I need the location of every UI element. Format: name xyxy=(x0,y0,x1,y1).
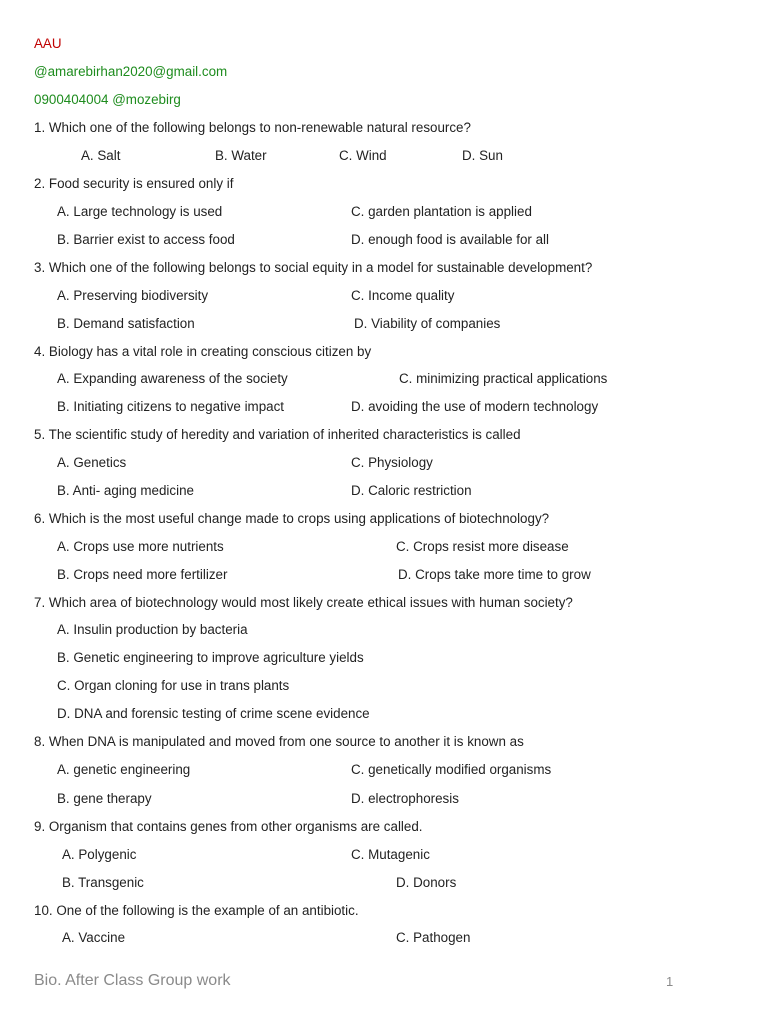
q1-option-b: B. Water xyxy=(215,148,267,163)
header-org: AAU xyxy=(34,36,62,51)
q4-option-c: C. minimizing practical applications xyxy=(399,371,608,386)
question-10: 10. One of the following is the example of an antibiotic. xyxy=(34,903,359,918)
q6-option-d: D. Crops take more time to grow xyxy=(398,567,591,582)
question-8: 8. When DNA is manipulated and moved from one source to another it is known as xyxy=(34,734,524,749)
q4-option-b: B. Initiating citizens to negative impact xyxy=(57,399,285,414)
q3-option-a: A. Preserving biodiversity xyxy=(57,288,209,303)
q9-option-d: D. Donors xyxy=(396,875,457,890)
q9-option-b: B. Transgenic xyxy=(62,875,144,890)
q2-option-d: D. enough food is available for all xyxy=(351,232,550,247)
q3-option-b: B. Demand satisfaction xyxy=(57,316,195,331)
q7-option-d: D. DNA and forensic testing of crime scene evidence xyxy=(57,706,370,721)
q4-option-d: D. avoiding the use of modern technology xyxy=(351,399,599,414)
question-4: 4. Biology has a vital role in creating conscious citizen by xyxy=(34,344,372,359)
question-6: 6. Which is the most useful change made to crops using applications of biotechnology? xyxy=(34,511,550,526)
q10-option-c: C. Pathogen xyxy=(396,930,471,945)
question-1: 1. Which one of the following belongs to non-renewable natural resource? xyxy=(34,120,471,135)
q8-option-d: D. electrophoresis xyxy=(351,791,459,806)
q6-option-a: A. Crops use more nutrients xyxy=(57,539,224,554)
header-contact: 0900404004 @mozebirg xyxy=(34,92,181,107)
q2-option-a: A. Large technology is used xyxy=(57,204,223,219)
q1-option-a: A. Salt xyxy=(81,148,121,163)
q6-option-c: C. Crops resist more disease xyxy=(396,539,569,554)
q3-option-d: D. Viability of companies xyxy=(354,316,501,331)
q8-option-c: C. genetically modified organisms xyxy=(351,762,552,777)
q5-option-d: D. Caloric restriction xyxy=(351,483,472,498)
question-7: 7. Which area of biotechnology would most likely create ethical issues with human society? xyxy=(34,595,573,610)
q7-option-c: C. Organ cloning for use in trans plants xyxy=(57,678,290,693)
q5-option-c: C. Physiology xyxy=(351,455,433,470)
q7-option-a: A. Insulin production by bacteria xyxy=(57,622,248,637)
q9-option-c: C. Mutagenic xyxy=(351,847,430,862)
question-3: 3. Which one of the following belongs to social equity in a model for sustainable development? xyxy=(34,260,593,275)
header-email: @amarebirhan2020@gmail.com xyxy=(34,64,228,79)
q9-option-a: A. Polygenic xyxy=(62,847,137,862)
question-5: 5. The scientific study of heredity and variation of inherited characteristics is called xyxy=(34,427,521,442)
q4-option-a: A. Expanding awareness of the society xyxy=(57,371,288,386)
footer-label: Bio. After Class Group work xyxy=(34,972,231,989)
q8-option-a: A. genetic engineering xyxy=(57,762,191,777)
q5-option-a: A. Genetics xyxy=(57,455,127,470)
q1-option-d: D. Sun xyxy=(462,148,503,163)
question-2: 2. Food security is ensured only if xyxy=(34,176,234,191)
q7-option-b: B. Genetic engineering to improve agriculture yields xyxy=(57,650,364,665)
q1-option-c: C. Wind xyxy=(339,148,387,163)
question-9: 9. Organism that contains genes from other organisms are called. xyxy=(34,819,423,834)
q2-option-c: C. garden plantation is applied xyxy=(351,204,532,219)
q5-option-b: B. Anti- aging medicine xyxy=(57,483,194,498)
q3-option-c: C. Income quality xyxy=(351,288,455,303)
q8-option-b: B. gene therapy xyxy=(57,791,152,806)
q6-option-b: B. Crops need more fertilizer xyxy=(57,567,228,582)
q10-option-a: A. Vaccine xyxy=(62,930,126,945)
page-number: 1 xyxy=(666,974,674,989)
q2-option-b: B. Barrier exist to access food xyxy=(57,232,235,247)
